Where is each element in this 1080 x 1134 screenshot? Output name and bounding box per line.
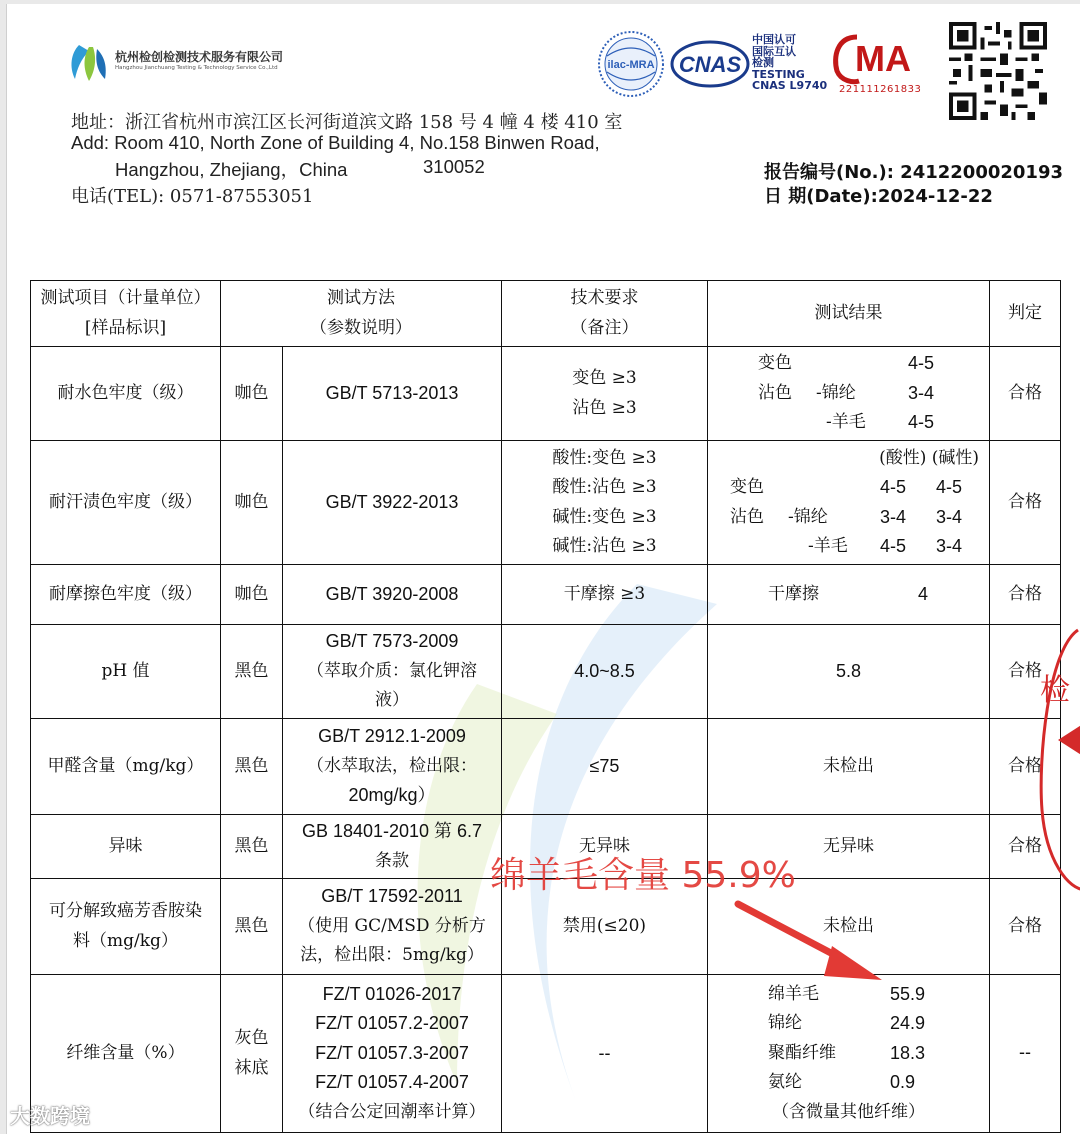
cnas-logo-icon	[670, 34, 750, 92]
address-postcode: 310052	[423, 156, 485, 177]
wool-content-annotation: 绵羊毛含量 55.9%	[490, 855, 796, 896]
cma-number: 221111261833	[839, 84, 922, 95]
cnas-accreditation-text: 中国认可 国际互认 检测 TESTING CNAS L9740	[752, 33, 828, 92]
row-requirement: 干摩擦 ≥3	[502, 565, 708, 625]
report-number: 报告编号(No.): 2412200020193	[764, 162, 1064, 183]
address-en-line1: Add: Room 410, North Zone of Building 4, No.158 Binwen Road,	[71, 132, 600, 153]
row-method: GB/T 3922-2013	[283, 441, 502, 565]
header-result: 测试结果	[708, 281, 990, 347]
row-result: 未检出	[708, 719, 990, 815]
row-method: GB/T 5713-2013	[283, 347, 502, 441]
row-result: 5.8	[708, 625, 990, 719]
row-judgement: --	[990, 975, 1061, 1133]
row-judgement: 合格	[990, 719, 1061, 815]
row-result: 未检出	[708, 879, 990, 975]
row-judgement: 合格	[990, 565, 1061, 625]
test-results-table	[30, 280, 1061, 1133]
cma-label: MA	[855, 38, 911, 79]
address-cn: 地址：浙江省杭州市滨江区长河街道滨文路 158 号 4 幢 4 楼 410 室	[71, 112, 623, 133]
row-requirement: 4.0~8.5	[502, 625, 708, 719]
row-method: GB/T 3920-2008	[283, 565, 502, 625]
row-item: 可分解致癌芳香胺染 料（mg/kg）	[31, 879, 221, 975]
row-result: (酸性) (碱性) 变色 4-5 4-5 沾色 -锦纶 3-4 3-4 -羊毛 4-5 3-4	[708, 441, 990, 565]
table-row	[31, 625, 1061, 719]
row-requirement: 变色 ≥3 沾色 ≥3	[502, 347, 708, 441]
address-tel: 电话(TEL): 0571-87553051	[71, 186, 314, 207]
row-judgement: 合格	[990, 879, 1061, 975]
row-item: 耐汗渍色牢度（级）	[31, 441, 221, 565]
row-requirement: 禁用(≤20)	[502, 879, 708, 975]
table-row	[31, 719, 1061, 815]
row-judgement: 合格	[990, 625, 1061, 719]
row-sample: 黑色	[221, 815, 283, 879]
row-sample: 咖色	[221, 441, 283, 565]
row-sample: 黑色	[221, 625, 283, 719]
table-header-row	[31, 281, 1061, 347]
ilac-mra-logo-icon	[597, 30, 665, 98]
row-sample: 黑色	[221, 879, 283, 975]
table-row	[31, 975, 1061, 1133]
row-result: 无异味	[708, 815, 990, 879]
row-sample: 黑色	[221, 719, 283, 815]
row-requirement: 酸性:变色 ≥3 酸性:沾色 ≥3 碱性:变色 ≥3 碱性:沾色 ≥3	[502, 441, 708, 565]
row-method: GB/T 2912.1-2009 （水萃取法，检出限： 20mg/kg）	[283, 719, 502, 815]
header-judgement: 判定	[990, 281, 1061, 347]
red-arrow-icon	[720, 890, 900, 990]
footer-watermark: 大数跨境	[10, 1104, 90, 1128]
row-result: 变色 4-5 沾色 -锦纶 3-4 -羊毛 4-5	[708, 347, 990, 441]
row-sample: 灰色 袜底	[221, 975, 283, 1133]
company-name-en: Hangzhou Jianchuang Testing & Technology Service Co.,Ltd	[115, 65, 278, 71]
table-row	[31, 347, 1061, 441]
row-result: 绵羊毛 55.9 锦纶 24.9 聚酯纤维 18.3 氨纶 0.9 （含微量其他纤维）	[708, 975, 990, 1133]
cnas-label: CNAS	[678, 52, 742, 77]
row-item: 甲醛含量（mg/kg）	[31, 719, 221, 815]
report-date: 日 期(Date):2024-12-22	[764, 186, 993, 207]
row-sample: 咖色	[221, 347, 283, 441]
row-method: GB/T 17592-2011 （使用 GC/MSD 分析方 法，检出限：5mg/kg）	[283, 879, 502, 975]
qr-code-icon	[949, 22, 1047, 120]
row-method: GB 18401-2010 第 6.7 条款	[283, 815, 502, 879]
row-item: 耐水色牢度（级）	[31, 347, 221, 441]
row-judgement: 合格	[990, 815, 1061, 879]
row-item: 异味	[31, 815, 221, 879]
row-requirement: --	[502, 975, 708, 1133]
row-judgement: 合格	[990, 441, 1061, 565]
row-item: pH 值	[31, 625, 221, 719]
table-row	[31, 565, 1061, 625]
row-requirement: 无异味	[502, 815, 708, 879]
ilac-label: ilac-MRA	[607, 59, 655, 71]
row-method: GB/T 7573-2009 （萃取介质：氯化钾溶 液）	[283, 625, 502, 719]
stamp-label-top: 检	[1040, 673, 1070, 708]
row-method: FZ/T 01026-2017 FZ/T 01057.2-2007 FZ/T 01057.3-2007 FZ/T 01057.4-2007 （结合公定回潮率计算）	[283, 975, 502, 1133]
header-requirement: 技术要求 （备注）	[502, 281, 708, 347]
address-en-line2: Hangzhou, Zhejiang，China	[115, 159, 348, 180]
row-requirement: ≤75	[502, 719, 708, 815]
table-row	[31, 441, 1061, 565]
row-judgement: 合格	[990, 347, 1061, 441]
header-item: 测试项目（计量单位） [样品标识]	[31, 281, 221, 347]
company-logo-icon	[65, 39, 111, 85]
row-result: 干摩擦 4	[708, 565, 990, 625]
company-name-cn: 杭州检创检测技术服务有限公司	[115, 50, 284, 64]
row-item: 纤维含量（%）	[31, 975, 221, 1133]
row-item: 耐摩擦色牢度（级）	[31, 565, 221, 625]
header-method: 测试方法 （参数说明）	[221, 281, 502, 347]
inspection-stamp-icon	[1028, 610, 1080, 910]
row-sample: 咖色	[221, 565, 283, 625]
